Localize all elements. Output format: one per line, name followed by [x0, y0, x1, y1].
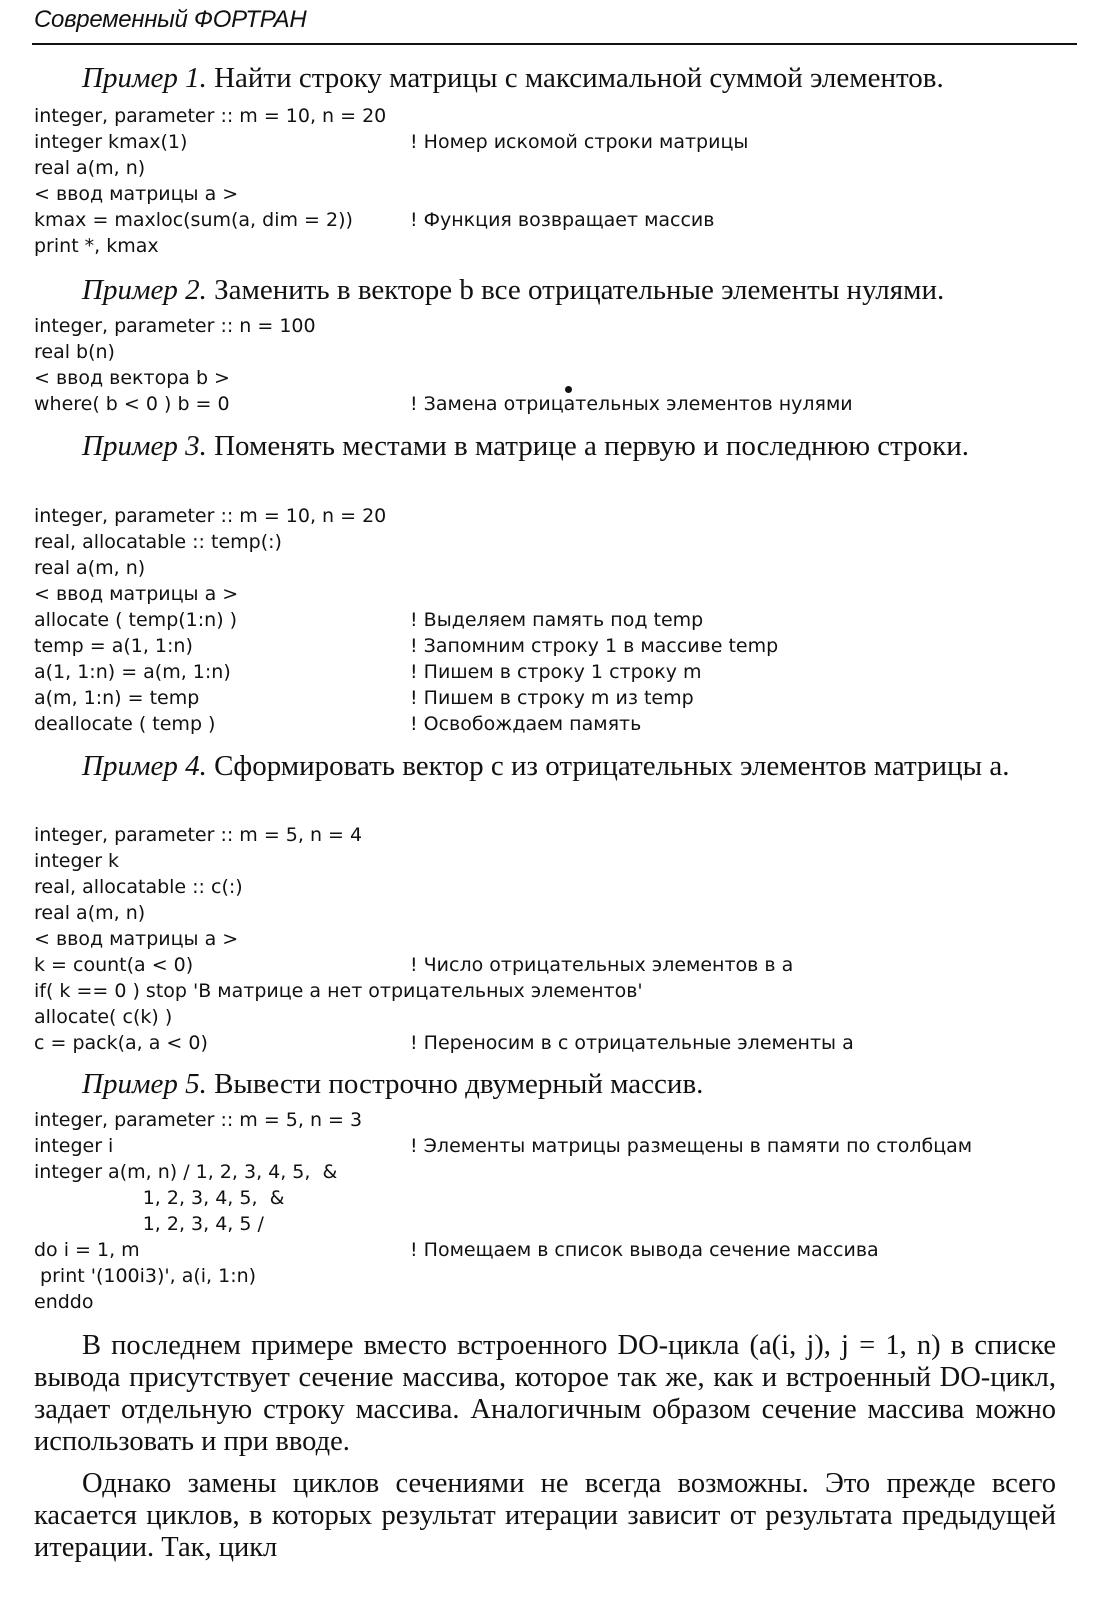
code-line — [34, 952, 1084, 978]
code-text: integer, parameter :: m = 10, n = 20 — [34, 505, 387, 527]
code-line — [34, 503, 1084, 529]
code-text: do i = 1, m — [34, 1239, 140, 1261]
code-line — [34, 555, 1084, 581]
code-line — [34, 233, 1084, 259]
code-line — [34, 181, 1084, 207]
code-text: < ввод матрицы a > — [34, 583, 239, 605]
code-line — [34, 581, 1084, 607]
running-head: Современный ФОРТРАН — [34, 6, 307, 33]
example-label: Пример 4. — [82, 750, 207, 782]
header-rule — [32, 43, 1077, 45]
code-block — [34, 103, 1084, 259]
code-line — [34, 529, 1084, 555]
code-text: allocate( c(k) ) — [34, 1006, 173, 1028]
example-task: Заменить в векторе b все отрицательные элементы нулями. — [214, 274, 945, 306]
code-text: integer i — [34, 1135, 114, 1157]
code-line — [34, 1185, 1084, 1211]
code-text: 1, 2, 3, 4, 5 / — [34, 1213, 264, 1235]
code-text: real a(m, n) — [34, 157, 146, 179]
code-line — [34, 685, 1084, 711]
code-line — [34, 1211, 1084, 1237]
code-text: < ввод матрицы a > — [34, 183, 239, 205]
example-task: Сформировать вектор c из отрицательных элементов матрицы a. — [214, 750, 1010, 782]
code-text: integer, parameter :: m = 5, n = 3 — [34, 1109, 363, 1131]
code-line — [34, 1107, 1084, 1133]
code-text: deallocate ( temp ) — [34, 713, 216, 735]
example-title — [82, 272, 944, 308]
code-comment: ! Помещаем в список вывода сечение массива — [410, 1239, 879, 1261]
code-text: < ввод вектора b > — [34, 367, 230, 389]
code-comment: ! Элементы матрицы размещены в памяти по столбцам — [410, 1135, 973, 1157]
code-block — [34, 822, 1084, 1056]
code-comment: ! Переносим в c отрицательные элементы a — [410, 1032, 854, 1054]
code-comment: ! Пишем в строку m из temp — [410, 687, 694, 709]
code-text: where( b < 0 ) b = 0 — [34, 393, 230, 415]
example-label: Пример 5. — [82, 1068, 207, 1100]
code-line — [34, 848, 1084, 874]
code-text: real a(m, n) — [34, 557, 146, 579]
code-text: real, allocatable :: temp(:) — [34, 531, 282, 553]
example-label: Пример 1. — [82, 62, 207, 94]
code-comment: ! Номер искомой строки матрицы — [410, 131, 749, 153]
code-line — [34, 1237, 1084, 1263]
code-text: a(1, 1:n) = a(m, 1:n) — [34, 661, 231, 683]
code-text: kmax = maxloc(sum(a, dim = 2)) — [34, 209, 353, 231]
example-task: Вывести построчно двумерный массив. — [214, 1068, 704, 1100]
code-text: integer, parameter :: m = 5, n = 4 — [34, 824, 363, 846]
code-block — [34, 313, 1084, 417]
code-line — [34, 129, 1084, 155]
code-text: enddo — [34, 1291, 94, 1313]
code-line — [34, 607, 1084, 633]
code-line — [34, 103, 1084, 129]
body-paragraph: В последнем примере вместо встроенного DO-цикла (a(i, j), j = 1, n) в списке вывода присутствует сечение массива, которое так же, как и встроенный DO-цикл, задает отдельную строку массива. Аналогичным образом сечение массива можно использовать и при вводе. — [34, 1330, 1056, 1457]
code-comment: ! Число отрицательных элементов в a — [410, 954, 794, 976]
code-text: k = count(a < 0) — [34, 954, 194, 976]
code-line — [34, 874, 1084, 900]
code-comment: ! Замена отрицательных элементов нулями — [410, 393, 853, 415]
code-line — [34, 978, 1084, 1004]
code-comment: ! Выделяем память под temp — [410, 609, 704, 631]
example-title — [82, 60, 944, 96]
example-label: Пример 3. — [82, 430, 207, 462]
code-text: integer kmax(1) — [34, 131, 188, 153]
code-text: real, allocatable :: c(:) — [34, 876, 243, 898]
example-label: Пример 2. — [82, 274, 207, 306]
code-line — [34, 1133, 1084, 1159]
code-line — [34, 659, 1084, 685]
example-title — [82, 1066, 703, 1102]
code-text: temp = a(1, 1:n) — [34, 635, 193, 657]
code-text: if( k == 0 ) stop 'В матрице a нет отрицательных элементов' — [34, 980, 643, 1002]
code-line — [34, 926, 1084, 952]
code-text: integer a(m, n) / 1, 2, 3, 4, 5, & — [34, 1161, 338, 1183]
code-text: < ввод матрицы a > — [34, 928, 239, 950]
body-paragraph: Однако замены циклов сечениями не всегда возможны. Это прежде всего касается циклов, в которых результат итерации зависит от результата предыдущей итерации. Так, цикл — [34, 1468, 1056, 1563]
code-line — [34, 900, 1084, 926]
code-text: c = pack(a, a < 0) — [34, 1032, 208, 1054]
code-line — [34, 207, 1084, 233]
code-line — [34, 633, 1084, 659]
code-text: 1, 2, 3, 4, 5, & — [34, 1187, 285, 1209]
code-line — [34, 339, 1084, 365]
code-text: integer, parameter :: n = 100 — [34, 315, 316, 337]
example-task: Поменять местами в матрице a первую и последнюю строки. — [214, 430, 970, 462]
code-line — [34, 313, 1084, 339]
code-text: print '(100i3)', a(i, 1:n) — [34, 1265, 257, 1287]
code-comment: ! Функция возвращает массив — [410, 209, 715, 231]
code-text: print *, kmax — [34, 235, 159, 257]
example-title — [34, 428, 1034, 464]
code-comment: ! Пишем в строку 1 строку m — [410, 661, 702, 683]
code-line — [34, 711, 1084, 737]
code-text: a(m, 1:n) = temp — [34, 687, 200, 709]
code-line — [34, 1004, 1084, 1030]
code-line — [34, 365, 1084, 391]
code-line — [34, 1159, 1084, 1185]
print-speck — [565, 386, 572, 393]
code-comment: ! Запомним строку 1 в массиве temp — [410, 635, 779, 657]
code-text: allocate ( temp(1:n) ) — [34, 609, 238, 631]
code-line — [34, 1289, 1084, 1315]
example-task: Найти строку матрицы с максимальной суммой элементов. — [214, 62, 944, 94]
code-text: integer, parameter :: m = 10, n = 20 — [34, 105, 387, 127]
code-line — [34, 391, 1084, 417]
code-text: real b(n) — [34, 341, 115, 363]
code-text: real a(m, n) — [34, 902, 146, 924]
code-block — [34, 1107, 1084, 1315]
code-line — [34, 1263, 1084, 1289]
code-comment: ! Освобождаем память — [410, 713, 642, 735]
code-line — [34, 155, 1084, 181]
code-text: integer k — [34, 850, 120, 872]
code-line — [34, 822, 1084, 848]
code-block — [34, 503, 1084, 737]
code-line — [34, 1030, 1084, 1056]
example-title — [34, 748, 1034, 784]
